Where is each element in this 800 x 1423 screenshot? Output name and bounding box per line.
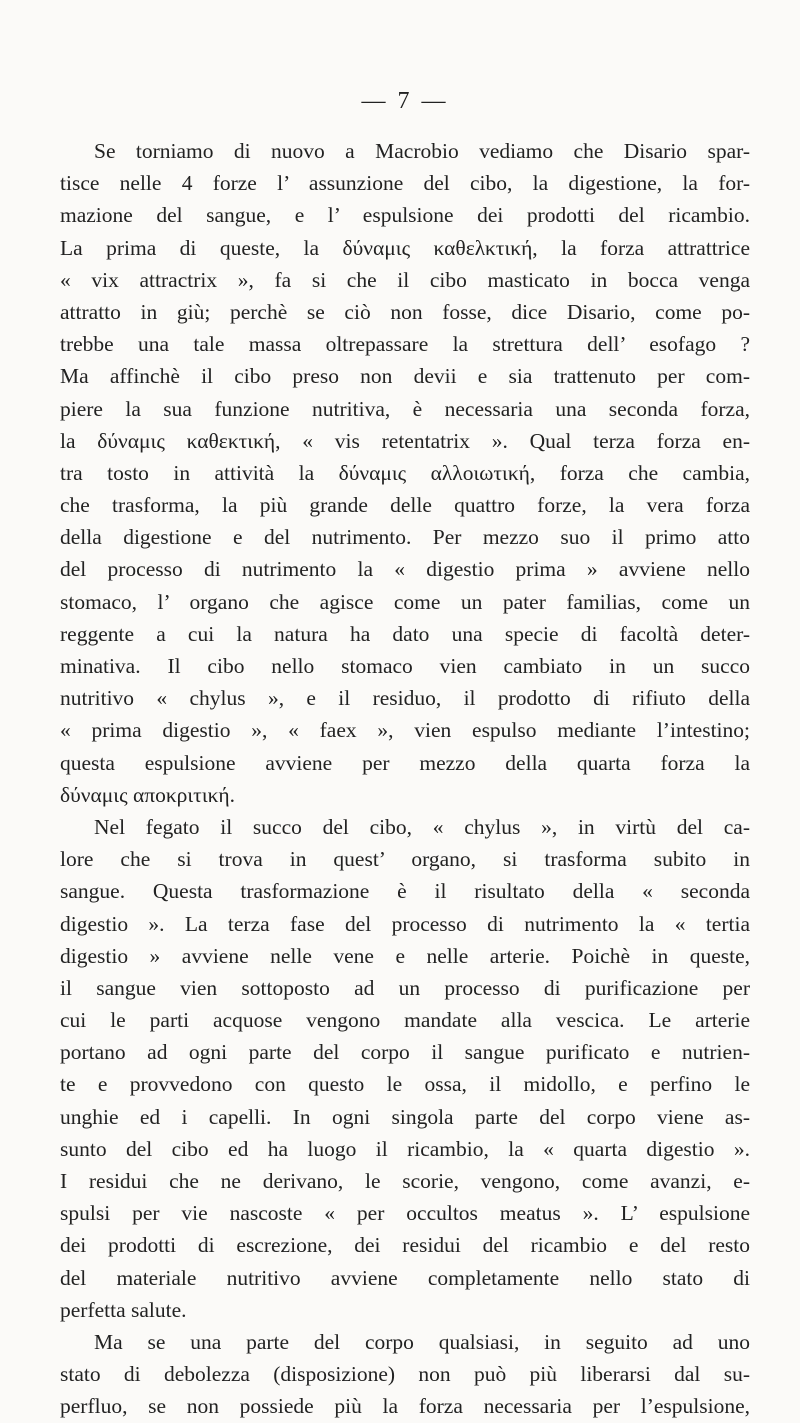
text-line: reggente a cui la natura ha dato una specie di facoltà deter- <box>60 621 750 646</box>
text-line: Ma affinchè il cibo preso non devii e sia trattenuto per com- <box>60 364 750 389</box>
text-line: mazione del sangue, e l’ espulsione dei prodotti del ricambio. <box>60 203 750 228</box>
text-line: perfetta salute. <box>60 1297 187 1322</box>
text-line: tra tosto in attività la δύναμις αλλοιωτική, forza che cambia, <box>60 460 750 485</box>
text-line: cui le parti acquose vengono mandate alla vescica. Le arterie <box>60 1008 750 1033</box>
text-line: digestio » avviene nelle vene e nelle arterie. Poichè in queste, <box>60 943 750 968</box>
text-line: portano ad ogni parte del corpo il sangue purificato e nutrien- <box>60 1040 750 1065</box>
text-line: I residui che ne derivano, le scorie, vengono, come avanzi, e- <box>60 1169 750 1193</box>
text-line: piere la sua funzione nutritiva, è necessaria una seconda forza, <box>60 396 750 421</box>
text-line: « prima digestio », « faex », vien espulso mediante l’intestino; <box>60 718 750 743</box>
text-line: minativa. Il cibo nello stomaco vien cambiato in un succo <box>60 654 750 678</box>
text-line: trebbe una tale massa oltrepassare la strettura dell’ esofago ? <box>60 332 750 357</box>
text-line: Se torniamo di nuovo a Macrobio vediamo che Disario spar- <box>94 139 750 163</box>
text-line: stato di debolezza (disposizione) non può più liberarsi dal su- <box>60 1362 750 1387</box>
text-line: spulsi per vie nascoste « per occultos meatus ». L’ espulsione <box>60 1201 750 1226</box>
text-line: la δύναμις καθεκτική, « vis retentatrix ». Qual terza forza en- <box>60 428 750 453</box>
text-line: te e provvedono con questo le ossa, il midollo, e perfino le <box>60 1072 750 1097</box>
text-line: del processo di nutrimento la « digestio prima » avviene nello <box>60 557 750 582</box>
text-line: del materiale nutritivo avviene completamente nello stato di <box>60 1265 750 1290</box>
text-line: sangue. Questa trasformazione è il risultato della « seconda <box>60 879 750 904</box>
text-line: perfluo, se non possiede più la forza necessaria per l’espulsione, <box>60 1394 750 1419</box>
text-line: digestio ». La terza fase del processo di nutrimento la « tertia <box>60 911 750 936</box>
text-line: Nel fegato il succo del cibo, « chylus », in virtù del ca- <box>94 814 750 839</box>
paragraph-2 <box>60 811 750 1326</box>
paragraph-1 <box>60 135 750 811</box>
text-line: che trasforma, la più grande delle quattro forze, la vera forza <box>60 493 750 518</box>
text-line: della digestione e del nutrimento. Per mezzo suo il primo atto <box>60 525 750 550</box>
text-line: il sangue vien sottoposto ad un processo di purificazione per <box>60 975 750 1000</box>
text-line: attratto in giù; perchè se ciò non fosse, dice Disario, come po- <box>60 299 750 324</box>
text-line: questa espulsione avviene per mezzo della quarta forza la <box>60 750 750 775</box>
book-page <box>60 88 750 1423</box>
page-number: — 7 — <box>361 88 449 114</box>
text-line: « vix attractrix », fa si che il cibo masticato in bocca venga <box>60 267 750 292</box>
text-line: Ma se una parte del corpo qualsiasi, in seguito ad uno <box>94 1329 750 1354</box>
text-line: stomaco, l’ organo che agisce come un pater familias, come un <box>60 589 750 614</box>
text-line: dei prodotti di escrezione, dei residui del ricambio e del resto <box>60 1233 750 1258</box>
text-line: sunto del cibo ed ha luogo il ricambio, la « quarta digestio ». <box>60 1136 750 1161</box>
paragraph-3 <box>60 1326 750 1423</box>
text-line: tisce nelle 4 forze l’ assunzione del cibo, la digestione, la for- <box>60 171 750 196</box>
text-line: nutritivo « chylus », e il residuo, il prodotto di rifiuto della <box>60 686 750 711</box>
text-line: lore che si trova in quest’ organo, si trasforma subito in <box>60 847 750 872</box>
text-line: δύναμις αποκριτική. <box>60 782 236 807</box>
text-line: unghie ed i capelli. In ogni singola parte del corpo viene as- <box>60 1104 750 1129</box>
text-line: La prima di queste, la δύναμις καθελκτική, la forza attrattrice <box>60 235 750 260</box>
